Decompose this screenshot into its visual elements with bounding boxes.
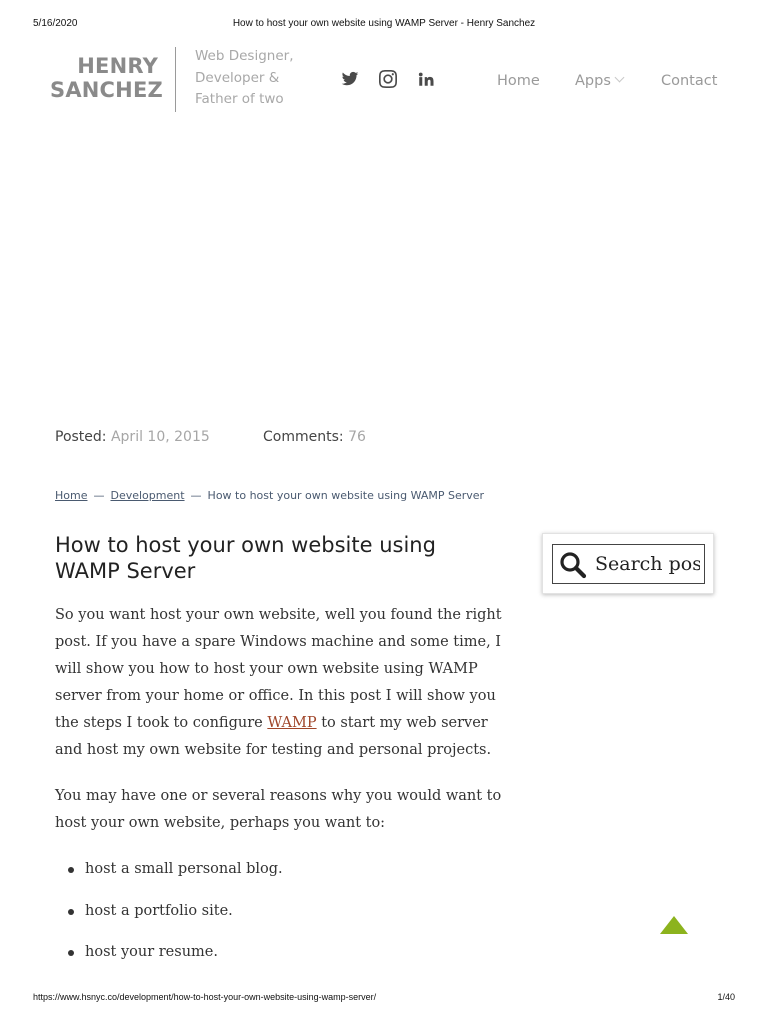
main-nav	[497, 73, 737, 93]
breadcrumb-current: How to host your own website using WAMP Server	[207, 489, 485, 502]
article-paragraph-1	[55, 602, 515, 764]
print-footer	[33, 992, 735, 1006]
twitter-icon[interactable]	[340, 69, 360, 89]
logo-line-2: SANCHEZ	[50, 78, 163, 102]
breadcrumb-separator: —	[190, 489, 202, 502]
print-header	[33, 18, 735, 32]
scroll-to-top-icon[interactable]	[659, 915, 689, 935]
print-url: https://www.hsnyc.co/development/how-to-host-your-own-website-using-wamp-server/	[33, 992, 377, 1002]
para1-text-after: to start my web server and host my own website for testing and personal projects.	[55, 715, 492, 758]
wamp-link[interactable]: WAMP	[267, 715, 317, 731]
article-title: How to host your own website using WAMP Server	[55, 533, 436, 583]
print-page-count: 1/40	[717, 992, 735, 1002]
comments-value: 76	[348, 429, 366, 445]
posted-date	[55, 429, 210, 445]
search-input[interactable]	[595, 549, 700, 579]
list-item: host your resume.	[55, 940, 505, 982]
instagram-icon[interactable]	[378, 69, 398, 89]
tagline-line-1: Web Designer,	[195, 48, 294, 64]
logo-divider	[175, 47, 176, 112]
list-item: host a portfolio site.	[55, 899, 505, 941]
chevron-down-icon	[614, 73, 624, 83]
logo-line-1: HENRY	[77, 54, 158, 78]
site-logo[interactable]	[50, 54, 163, 102]
posted-label: Posted:	[55, 429, 107, 445]
list-item: host a small personal blog.	[55, 857, 505, 899]
nav-apps-label: Apps	[575, 73, 611, 89]
comments-label: Comments:	[263, 429, 344, 445]
breadcrumb-separator: —	[93, 489, 105, 502]
search-icon[interactable]	[559, 551, 587, 579]
nav-home[interactable]: Home	[497, 73, 540, 89]
breadcrumb-category[interactable]: Development	[110, 489, 185, 502]
print-doc-title: How to host your own website using WAMP Server - Henry Sanchez	[232, 18, 536, 29]
nav-contact[interactable]: Contact	[661, 73, 718, 89]
para1-text-before: So you want host your own website, well you found the right post. If you have a spare Windows machine and some time, I will show you how to host your own website using WAMP server from your home or office. In this post I will show you the steps I took to configure	[55, 607, 502, 731]
print-date: 5/16/2020	[33, 18, 78, 29]
site-tagline	[195, 46, 315, 111]
tagline-line-2: Developer &	[195, 69, 280, 86]
nav-apps[interactable]	[575, 73, 623, 89]
social-links	[340, 69, 436, 89]
tagline-line-3: Father of two	[195, 91, 284, 107]
comments-count[interactable]	[263, 429, 366, 445]
post-meta	[55, 429, 366, 445]
search-field[interactable]	[552, 544, 705, 584]
article-paragraph-2: You may have one or several reasons why you would want to host your own website, perhaps you want to:	[55, 788, 502, 831]
breadcrumb	[55, 489, 484, 502]
sidebar-search-widget	[542, 533, 714, 594]
posted-value: April 10, 2015	[110, 429, 210, 445]
article-bullet-list	[55, 857, 505, 982]
breadcrumb-home[interactable]: Home	[55, 489, 88, 502]
linkedin-icon[interactable]	[416, 69, 436, 89]
